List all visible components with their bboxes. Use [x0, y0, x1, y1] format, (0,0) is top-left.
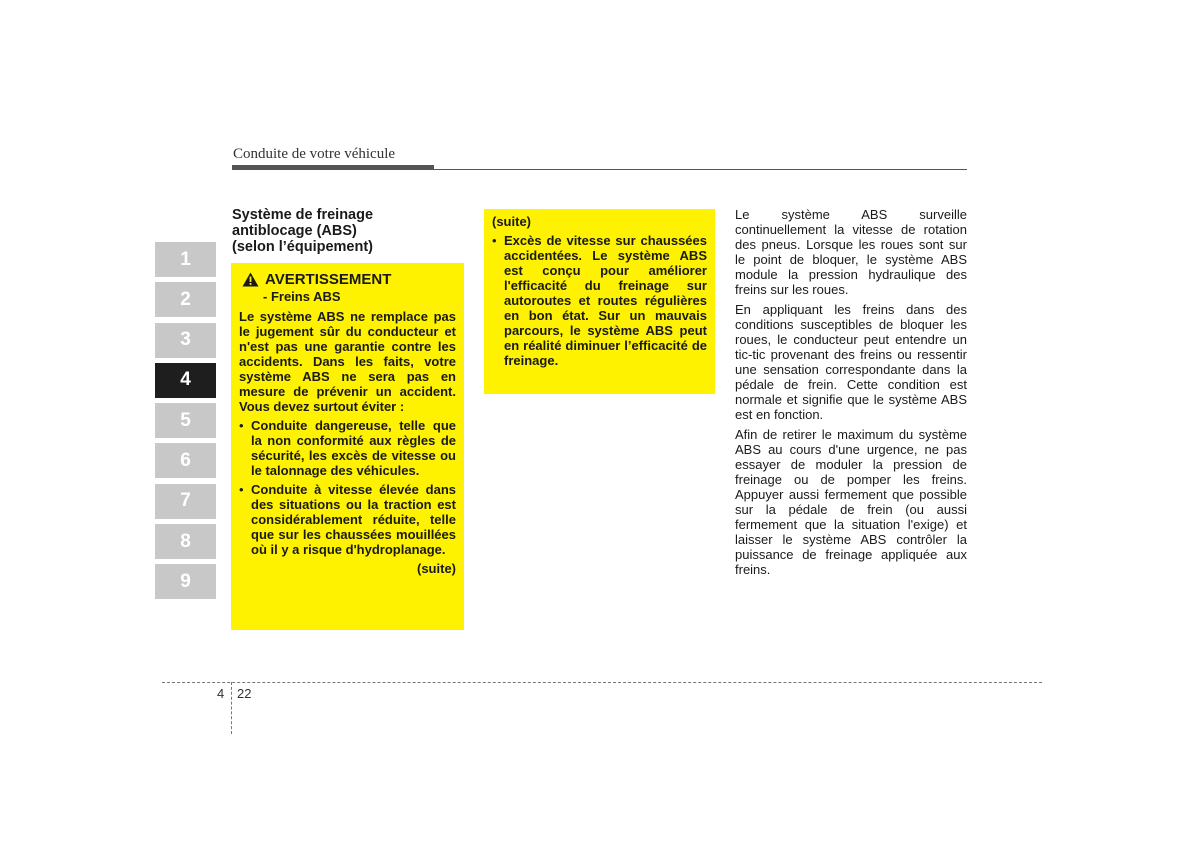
- body-paragraph: Afin de retirer le maximum du système ABS au cours d'une urgence, ne pas essayer de moduler la pression de freinage ou de pomper les freins. Appuyer aussi fermement que possible sur la pédale de frein (ou aussi fermement que la situation l'exige) et laisser le système ABS contrôler la puissance de freinage appliquée aux freins.: [735, 427, 967, 577]
- body-paragraph: En appliquant les freins dans des conditions susceptibles de bloquer les roues, le conducteur peut entendre un tic-tic provenant des freins ou ressentir une sensation correspondante dans la pédale de frein. Cette condition est normale et signifie que le système ABS est en fonction.: [735, 302, 967, 422]
- chapter-tab-5[interactable]: 5: [155, 403, 216, 438]
- warning-title: AVERTISSEMENT: [265, 271, 392, 288]
- chapter-tab-4[interactable]: 4: [155, 363, 216, 398]
- footer-page-number: 22: [237, 686, 252, 701]
- chapter-tab-8[interactable]: 8: [155, 524, 216, 559]
- list-item: • Conduite dangereuse, telle que la non conformité aux règles de sécurité, les excès de vitesse ou le talonnage des véhicules.: [239, 418, 456, 478]
- continued-warning-box: [484, 209, 715, 394]
- section-heading: [232, 207, 462, 255]
- warning-subtitle: - Freins ABS: [263, 289, 341, 304]
- chapter-tab-1[interactable]: 1: [155, 242, 216, 277]
- continued-box-label: (suite): [492, 214, 531, 229]
- footer-rule: [162, 682, 1042, 683]
- chapter-tab-3[interactable]: 3: [155, 323, 216, 358]
- body-text-column: [735, 207, 967, 582]
- warning-title-row: [242, 271, 456, 288]
- header-rule: [434, 169, 967, 170]
- warning-box: [231, 263, 464, 630]
- chapter-tab-6[interactable]: 6: [155, 443, 216, 478]
- continued-bullets: [492, 233, 707, 368]
- footer-divider: [231, 682, 232, 734]
- header-bar: [232, 165, 434, 170]
- footer-chapter-number: 4: [217, 686, 225, 701]
- list-item: • Excès de vitesse sur chaussées accidentées. Le système ABS est conçu pour améliorer l'efficacité du freinage sur autoroutes et routes régulières en bon état. Sur un mauvais parcours, le système ABS peut en réalité diminuer l’efficacité de freinage.: [492, 233, 707, 368]
- section-heading-line: Système de freinage: [232, 207, 374, 223]
- chapter-tab-7[interactable]: 7: [155, 484, 216, 519]
- section-heading-line: (selon l’équipement): [232, 239, 373, 255]
- header-title: Conduite de votre véhicule: [233, 146, 396, 162]
- body-paragraph: Le système ABS surveille continuellement la vitesse de rotation des pneus. Lorsque les roues sont sur le point de bloquer, le système ABS module la pression hydraulique des freins sur les roues.: [735, 207, 967, 297]
- chapter-tabs: [155, 242, 216, 605]
- chapter-tab-2[interactable]: 2: [155, 282, 216, 317]
- warning-triangle-icon: [242, 272, 259, 287]
- section-heading-line: antiblocage (ABS): [232, 223, 357, 239]
- list-item: • Conduite à vitesse élevée dans des situations ou la traction est considérablement réduite, telle que sur les chaussées mouillées où il y a risque d'hydroplanage.: [239, 482, 456, 557]
- continued-label: (suite): [417, 561, 456, 576]
- chapter-tab-9[interactable]: 9: [155, 564, 216, 599]
- warning-text: Le système ABS ne remplace pas le jugement sûr du conducteur et n'est pas une garantie contre les accidents. Dans les faits, votre système ABS ne sera pas en mesure de prévenir un accident. Vous devez surtout éviter :: [239, 309, 456, 414]
- warning-bullets: [239, 418, 456, 557]
